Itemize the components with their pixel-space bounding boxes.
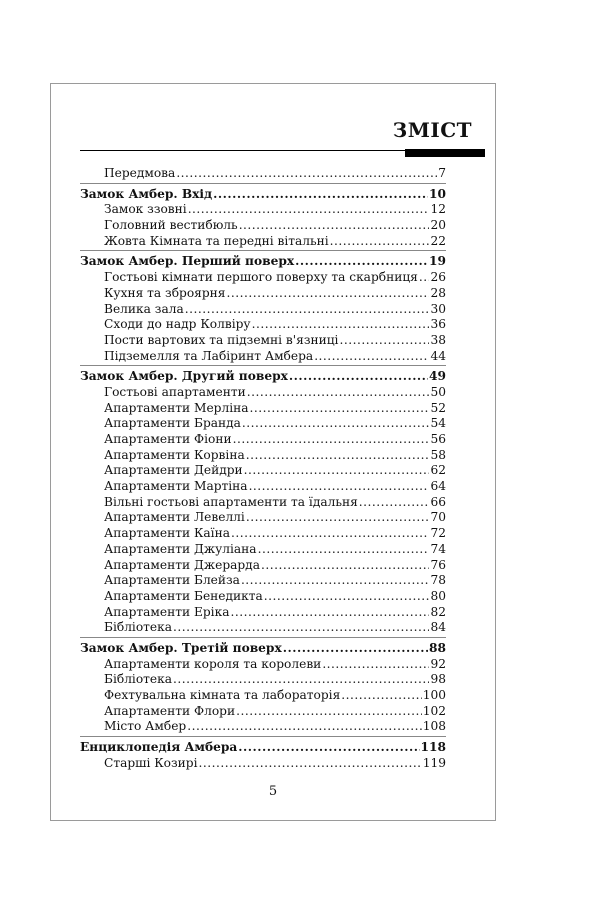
toc-entry-page: 76: [430, 557, 446, 572]
toc-entry-page: 54: [430, 416, 446, 431]
toc-entry-page: 88: [429, 640, 446, 655]
toc-entry[interactable]: [80, 558, 446, 574]
dot-leader: [264, 589, 430, 605]
toc-entry-label: Велика зала: [104, 301, 184, 316]
toc-entry-page: 78: [430, 573, 446, 588]
toc-entry-label: Апартаменти Каїна: [104, 526, 230, 541]
dot-leader: [185, 302, 430, 318]
toc-entry-label: Кухня та зброярня: [104, 285, 226, 300]
toc-entry[interactable]: [80, 286, 446, 302]
toc-entry-page: 64: [430, 479, 446, 494]
table-of-contents: [80, 166, 446, 771]
section-divider: [80, 250, 446, 251]
dot-leader: [246, 510, 430, 526]
dot-leader: [322, 657, 429, 673]
toc-entry[interactable]: [80, 302, 446, 318]
dot-leader: [258, 542, 430, 558]
toc-entry-label: Апартаменти короля та королеви: [104, 656, 322, 671]
toc-entry-label: Бібліотека: [104, 672, 173, 687]
toc-entry-page: 49: [429, 369, 446, 384]
toc-entry[interactable]: [80, 495, 446, 511]
toc-entry-label: Замок Амбер. Вхід: [80, 186, 213, 201]
toc-entry[interactable]: [80, 542, 446, 558]
toc-entry-label: Жовта Кімната та передні вітальні: [104, 233, 329, 248]
toc-entry[interactable]: [80, 416, 446, 432]
dot-leader: [238, 740, 419, 756]
toc-entry[interactable]: [80, 620, 446, 636]
dot-leader: [239, 218, 430, 234]
toc-entry-page: 118: [420, 740, 446, 755]
toc-section-entry[interactable]: [80, 641, 446, 657]
toc-entry[interactable]: [80, 448, 446, 464]
dot-leader: [173, 672, 429, 688]
dot-leader: [244, 463, 430, 479]
toc-entry-label: Замок Амбер. Перший поверх: [80, 254, 295, 269]
dot-leader: [230, 605, 429, 621]
toc-entry-label: Фехтувальна кімната та лабораторія: [104, 688, 341, 702]
toc-entry-label: Апартаменти Джуліана: [104, 541, 257, 556]
dot-leader: [359, 495, 430, 511]
toc-section-entry[interactable]: [80, 740, 446, 756]
toc-entry[interactable]: [80, 605, 446, 621]
dot-leader: [242, 416, 430, 432]
dot-leader: [261, 558, 430, 574]
toc-entry-page: 70: [430, 510, 446, 525]
toc-entry-label: Замок Амбер. Другий поверх: [80, 369, 288, 384]
toc-entry-page: 102: [422, 703, 446, 718]
dot-leader: [198, 756, 421, 772]
toc-entry[interactable]: [80, 166, 446, 182]
dot-leader: [341, 688, 421, 704]
toc-entry[interactable]: [80, 573, 446, 589]
dot-leader: [173, 620, 429, 636]
dot-leader: [226, 286, 429, 302]
toc-entry-page: 84: [430, 620, 446, 635]
toc-entry-label: Апартаменти Флори: [104, 703, 236, 718]
toc-entry[interactable]: [80, 234, 446, 250]
dot-leader: [188, 202, 430, 218]
toc-entry[interactable]: [80, 317, 446, 333]
toc-entry[interactable]: [80, 526, 446, 542]
toc-entry-label: Пости вартових та підземні в'язниці: [104, 332, 339, 347]
dot-leader: [289, 369, 428, 385]
toc-entry-page: 66: [430, 494, 446, 509]
toc-entry[interactable]: [80, 479, 446, 495]
toc-entry[interactable]: [80, 463, 446, 479]
toc-entry-page: 100: [422, 688, 446, 702]
toc-entry-page: 19: [429, 254, 446, 269]
toc-entry-page: 36: [430, 317, 446, 332]
toc-entry[interactable]: [80, 401, 446, 417]
toc-entry-label: Апартаменти Бенедикта: [104, 588, 263, 603]
toc-entry-label: Гостьові апартаменти: [104, 384, 246, 399]
toc-entry-label: Місто Амбер: [104, 719, 187, 734]
toc-entry-label: Апартаменти Бранда: [104, 416, 241, 431]
toc-entry[interactable]: [80, 270, 446, 286]
dot-leader: [241, 573, 430, 589]
dot-leader: [419, 270, 430, 286]
dot-leader: [176, 166, 437, 182]
toc-entry-page: 58: [430, 447, 446, 462]
toc-entry[interactable]: [80, 349, 446, 365]
toc-entry-page: 82: [430, 604, 446, 619]
toc-entry-page: 74: [430, 541, 446, 556]
toc-entry-label: Апартаменти Дейдри: [104, 463, 243, 478]
toc-entry-page: 52: [430, 400, 446, 415]
toc-entry-page: 56: [430, 432, 446, 446]
section-divider: [80, 637, 446, 638]
dot-leader: [246, 448, 430, 464]
toc-entry-label: Апартаменти Блейза: [104, 573, 240, 588]
toc-entry-page: 92: [430, 656, 446, 671]
toc-entry-label: Замок ззовні: [104, 202, 187, 217]
toc-entry-label: Вільні гостьові апартаменти та їдальня: [104, 494, 358, 509]
toc-entry-label: Замок Амбер. Третій поверх: [80, 640, 282, 655]
dot-leader: [213, 187, 428, 203]
toc-entry-page: 30: [430, 301, 446, 316]
toc-entry-page: 108: [422, 719, 446, 734]
toc-entry[interactable]: [80, 756, 446, 772]
toc-entry[interactable]: [80, 385, 446, 401]
dot-leader: [249, 479, 430, 495]
dot-leader: [295, 254, 428, 270]
toc-entry-label: Апартаменти Еріка: [104, 604, 230, 619]
dot-leader: [247, 385, 430, 401]
section-divider: [80, 183, 446, 184]
dot-leader: [314, 349, 429, 365]
toc-entry-page: 10: [429, 186, 446, 201]
toc-entry-page: 7: [438, 166, 446, 180]
section-divider: [80, 365, 446, 366]
toc-entry-page: 50: [430, 384, 446, 399]
toc-entry-label: Апартаменти Мерліна: [104, 400, 249, 415]
toc-entry-label: Апартаменти Джерарда: [104, 557, 260, 572]
section-divider: [80, 736, 446, 737]
toc-entry-label: Підземелля та Лабіринт Амбера: [104, 348, 314, 363]
toc-entry-label: Гостьові кімнати першого поверху та скарбниця: [104, 270, 418, 285]
page-number: 5: [268, 784, 278, 799]
toc-entry-page: 12: [430, 202, 446, 217]
toc-entry-label: Сходи до надр Колвіру: [104, 317, 251, 332]
toc-entry[interactable]: [80, 510, 446, 526]
toc-entry[interactable]: [80, 589, 446, 605]
toc-entry-page: 28: [430, 285, 446, 300]
toc-section-entry[interactable]: [80, 187, 446, 203]
toc-entry[interactable]: [80, 202, 446, 218]
dot-leader: [233, 432, 430, 448]
toc-entry-label: Старші Козирі: [104, 755, 198, 770]
toc-entry[interactable]: [80, 688, 446, 704]
toc-entry[interactable]: [80, 657, 446, 673]
toc-entry-label: Апартаменти Фіони: [104, 432, 232, 446]
toc-entry-label: Апартаменти Мартіна: [104, 479, 248, 494]
dot-leader: [330, 234, 430, 250]
toc-entry-page: 119: [422, 755, 446, 770]
toc-entry[interactable]: [80, 333, 446, 349]
toc-section-entry[interactable]: [80, 369, 446, 385]
toc-entry-page: 62: [430, 463, 446, 478]
toc-entry-page: 20: [430, 218, 446, 233]
toc-entry-page: 38: [430, 332, 446, 347]
toc-entry-page: 26: [430, 270, 446, 285]
toc-entry[interactable]: [80, 672, 446, 688]
dot-leader: [231, 526, 430, 542]
toc-entry[interactable]: [80, 704, 446, 720]
toc-entry-label: Головний вестибюль: [104, 218, 238, 233]
toc-entry-page: 72: [430, 526, 446, 541]
toc-entry-page: 80: [430, 588, 446, 603]
toc-section-entry[interactable]: [80, 254, 446, 270]
toc-entry[interactable]: [80, 719, 446, 735]
page-title: ЗМІСТ: [392, 118, 472, 142]
toc-entry-label: Апартаменти Корвіна: [104, 447, 245, 462]
dot-leader: [252, 317, 430, 333]
dot-leader: [283, 641, 428, 657]
title-rule-accent: [405, 149, 485, 157]
toc-entry-page: 22: [430, 233, 446, 248]
toc-entry[interactable]: [80, 218, 446, 234]
toc-entry-label: Бібліотека: [104, 620, 173, 635]
toc-entry-label: Передмова: [104, 166, 176, 180]
dot-leader: [250, 401, 430, 417]
toc-entry-label: Енциклопедія Амбера: [80, 740, 238, 755]
toc-entry-page: 98: [430, 672, 446, 687]
dot-leader: [236, 704, 422, 720]
toc-entry-page: 44: [430, 348, 446, 363]
toc-entry[interactable]: [80, 432, 446, 448]
toc-entry-label: Апартаменти Левеллі: [104, 510, 245, 525]
dot-leader: [339, 333, 429, 349]
dot-leader: [187, 719, 422, 735]
